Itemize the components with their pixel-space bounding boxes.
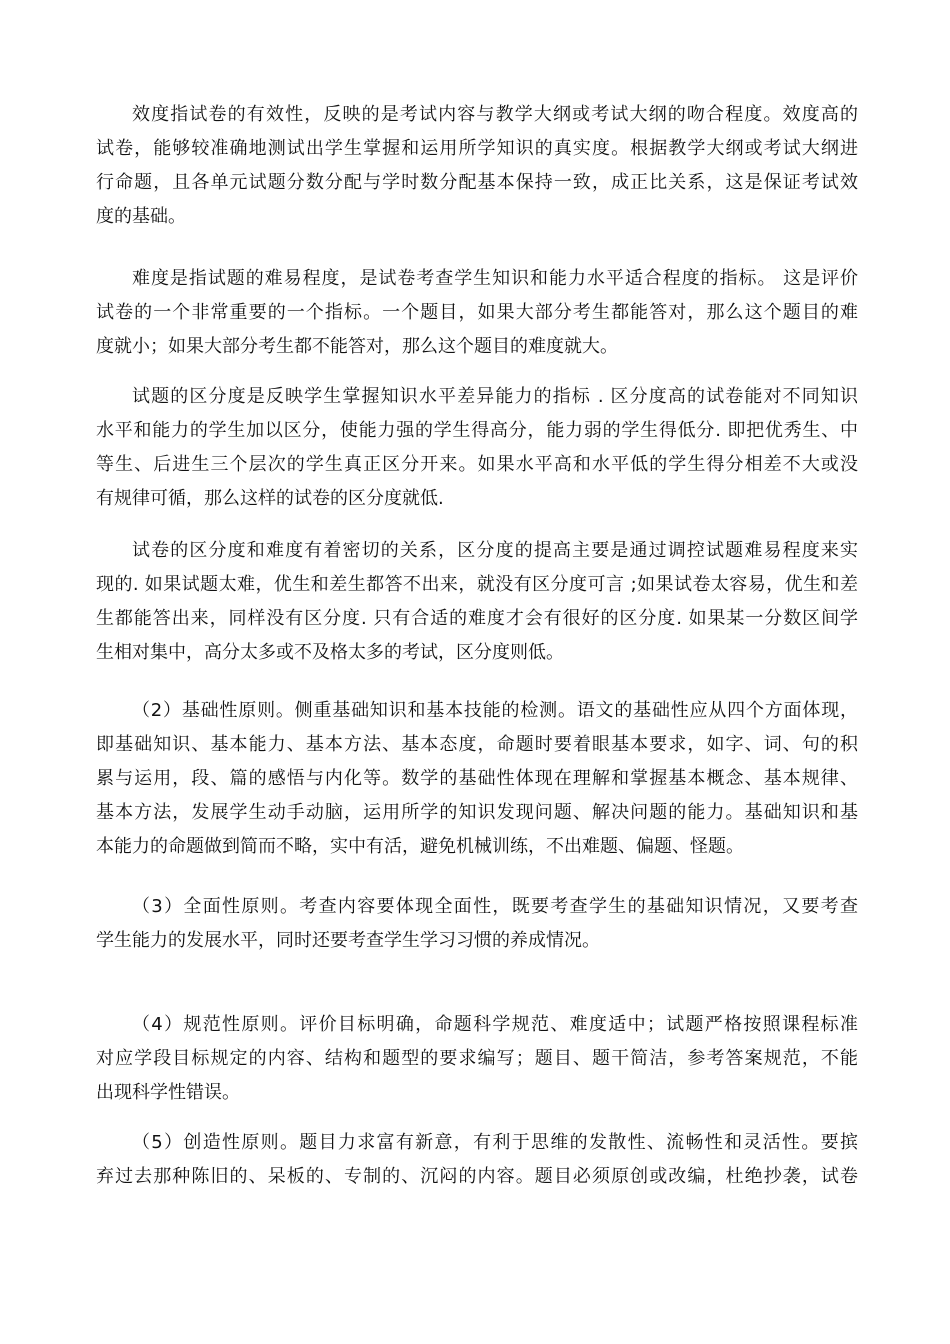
paragraph-discrimination xyxy=(96,380,858,516)
paragraph-line: 现的. 如果试题太难，优生和差生都答不出来，就没有区分度可言 ;如果试卷太容易，优生和差 xyxy=(96,574,858,595)
paragraph-discrimination-difficulty xyxy=(96,534,858,670)
paragraph-line: 即基础知识、基本能力、基本方法、基本态度，命题时要着眼基本要求，如字、词、句的积 xyxy=(96,734,858,755)
paragraph-principle-standard xyxy=(96,1008,858,1110)
paragraph-line: 弃过去那种陈旧的、呆板的、专制的、沉闷的内容。题目必须原创或改编，杜绝抄袭，试卷 xyxy=(96,1166,858,1187)
paragraph-line: 度的基础。 xyxy=(96,206,186,227)
paragraph-line: 生都能答出来，同样没有区分度. 只有合适的难度才会有很好的区分度. 如果某一分数区间学 xyxy=(96,608,858,629)
paragraph-line: 度就小；如果大部分考生都不能答对，那么这个题目的难度就大。 xyxy=(96,336,618,357)
paragraph-principle-creative xyxy=(96,1126,858,1194)
paragraph-line: 基本方法，发展学生动手动脑，运用所学的知识发现问题、解决问题的能力。基础知识和基 xyxy=(96,802,858,823)
paragraph-line: 难度是指试题的难易程度，是试卷考查学生知识和能力水平适合程度的指标。 这是评价 xyxy=(132,268,858,289)
paragraph-line: 出现科学性错误。 xyxy=(96,1082,240,1103)
paragraph-line: （4）规范性原则。评价目标明确，命题科学规范、难度适中；试题严格按照课程标准 xyxy=(132,1014,858,1035)
paragraph-principle-comprehensive xyxy=(96,890,858,958)
paragraph-principle-basic xyxy=(96,694,858,864)
paragraph-line: 本能力的命题做到简而不略，实中有活，避免机械训练，不出难题、偏题、怪题。 xyxy=(96,836,744,857)
paragraph-line: 试题的区分度是反映学生掌握知识水平差异能力的指标 . 区分度高的试卷能对不同知识 xyxy=(132,386,858,407)
paragraph-line: （3）全面性原则。考查内容要体现全面性，既要考查学生的基础知识情况，又要考查 xyxy=(132,896,858,917)
paragraph-line: 试卷的一个非常重要的一个指标。一个题目，如果大部分考生都能答对，那么这个题目的难 xyxy=(96,302,858,323)
paragraph-line: 累与运用，段、篇的感悟与内化等。数学的基础性体现在理解和掌握基本概念、基本规律、 xyxy=(96,768,858,789)
paragraph-line: 对应学段目标规定的内容、结构和题型的要求编写；题目、题干简洁，参考答案规范，不能 xyxy=(96,1048,858,1069)
paragraph-line: 效度指试卷的有效性，反映的是考试内容与教学大纲或考试大纲的吻合程度。效度高的 xyxy=(132,104,858,125)
paragraph-line: （5）创造性原则。题目力求富有新意，有利于思维的发散性、流畅性和灵活性。要摈 xyxy=(132,1132,858,1153)
paragraph-line: 等生、后进生三个层次的学生真正区分开来。如果水平高和水平低的学生得分相差不大或没 xyxy=(96,454,858,475)
paragraph-line: 学生能力的发展水平，同时还要考查学生学习习惯的养成情况。 xyxy=(96,930,600,951)
paragraph-line: 试卷，能够较准确地测试出学生掌握和运用所学知识的真实度。根据教学大纲或考试大纲进 xyxy=(96,138,858,159)
paragraph-line: 有规律可循，那么这样的试卷的区分度就低. xyxy=(96,488,444,509)
paragraph-line: （2）基础性原则。侧重基础知识和基本技能的检测。语文的基础性应从四个方面体现， xyxy=(132,700,858,721)
paragraph-line: 生相对集中，高分太多或不及格太多的考试，区分度则低。 xyxy=(96,642,564,663)
paragraph-line: 行命题，且各单元试题分数分配与学时数分配基本保持一致，成正比关系，这是保证考试效 xyxy=(96,172,858,193)
paragraph-validity xyxy=(96,98,858,234)
paragraph-line: 试卷的区分度和难度有着密切的关系，区分度的提高主要是通过调控试题难易程度来实 xyxy=(132,540,858,561)
paragraph-difficulty xyxy=(96,262,858,364)
paragraph-line: 水平和能力的学生加以区分，使能力强的学生得高分，能力弱的学生得低分. 即把优秀生、中 xyxy=(96,420,858,441)
